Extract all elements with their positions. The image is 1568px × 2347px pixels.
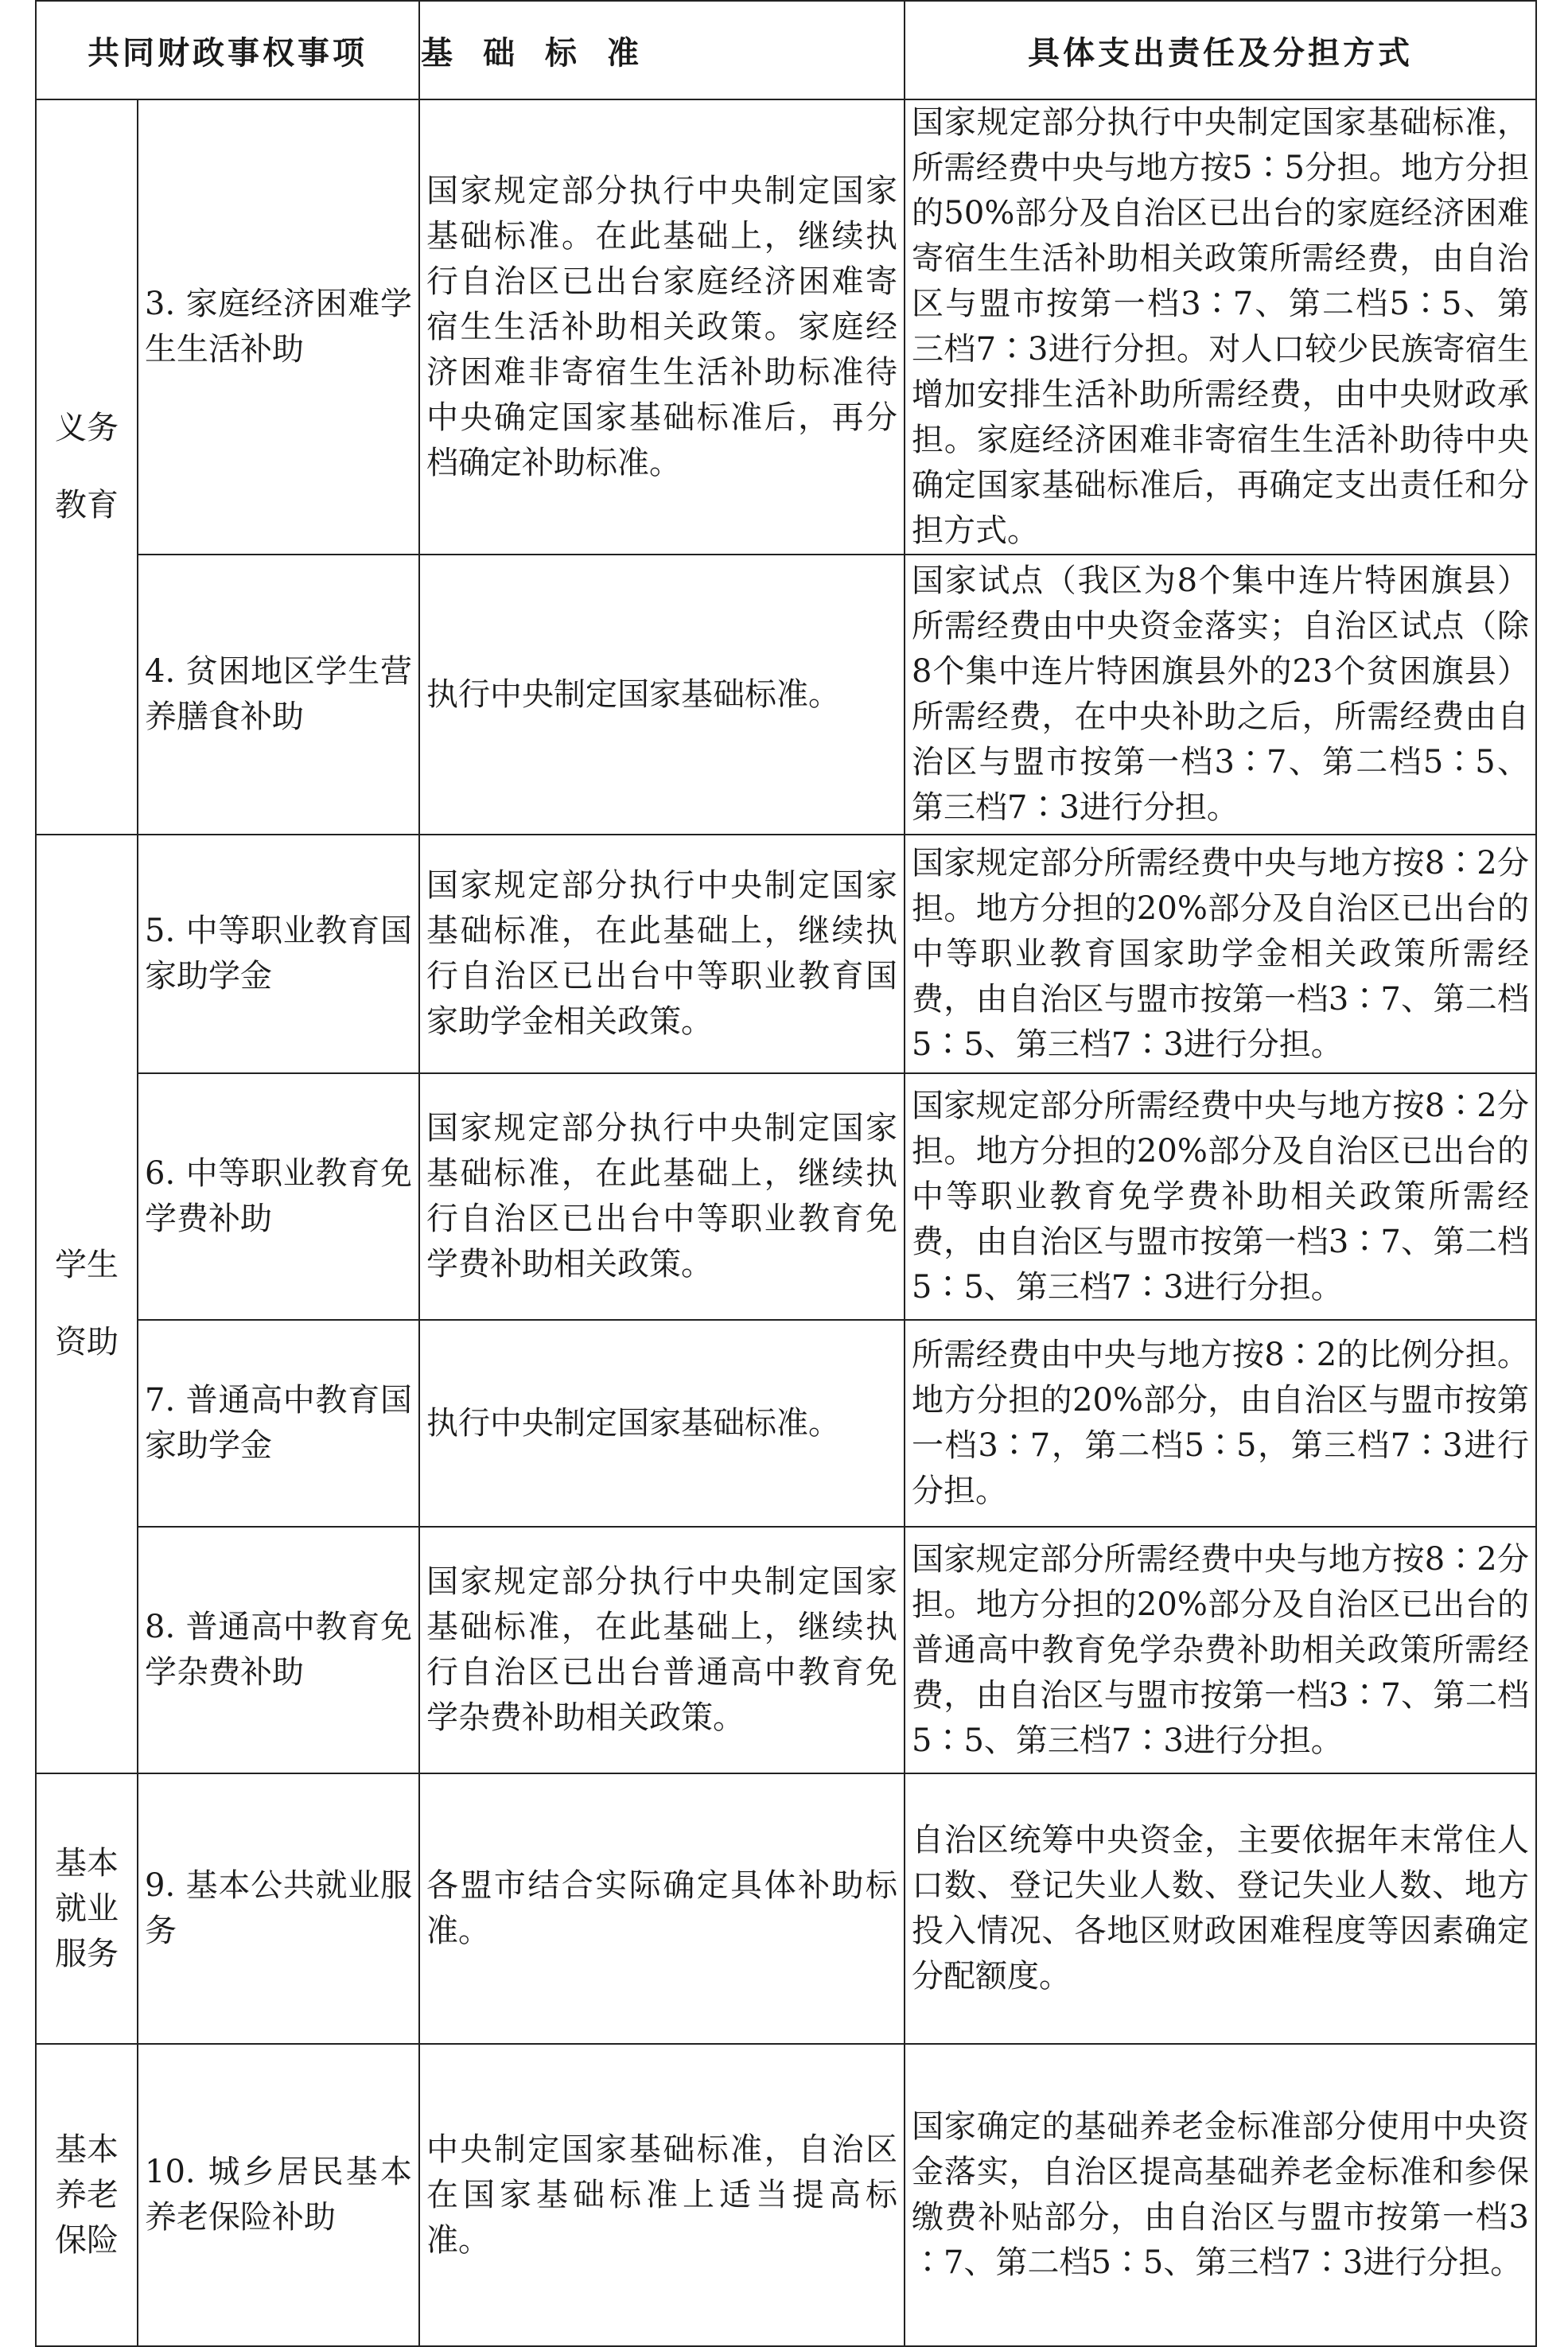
category-line: 保险: [55, 2221, 119, 2259]
category-line: 基本: [55, 2131, 119, 2168]
item-cell: 8. 普通高中教育免学杂费补助: [138, 1527, 419, 1773]
category-line: 就业: [55, 1890, 119, 1927]
table-row: [36, 1527, 1536, 1773]
responsibility-cell: 自治区统筹中央资金，主要依据年末常住人口数、登记失业人数、登记失业人数、地方投入情况、各地区财政困难程度等因素确定分配额度。: [905, 1773, 1536, 2044]
category-cell: [36, 835, 138, 1773]
table-row: [36, 1320, 1536, 1527]
responsibility-cell: 所需经费由中央与地方按8∶2的比例分担。地方分担的20%部分，由自治区与盟市按第一档3∶7，第二档5∶5，第三档7∶3进行分担。: [905, 1320, 1536, 1527]
category-line: 服务: [55, 1935, 119, 1972]
category-line: 养老: [55, 2176, 119, 2213]
category-cell: [36, 99, 138, 835]
category-cell: [36, 1773, 138, 2044]
table-header-row: [36, 1, 1536, 99]
table-row: [36, 99, 1536, 555]
table-row: [36, 1773, 1536, 2044]
responsibility-cell: 国家确定的基础养老金标准部分使用中央资金落实，自治区提高基础养老金标准和参保缴费补贴部分，由自治区与盟市按第一档3∶7、第二档5∶5、第三档7∶3进行分担。: [905, 2044, 1536, 2346]
standard-cell: 中央制定国家基础标准，自治区在国家基础标准上适当提高标准。: [419, 2044, 905, 2346]
standard-cell: 国家规定部分执行中央制定国家基础标准，在此基础上，继续执行自治区已出台中等职业教育国家助学金相关政策。: [419, 835, 905, 1073]
responsibility-cell: 国家规定部分所需经费中央与地方按8∶2分担。地方分担的20%部分及自治区已出台的中等职业教育免学费补助相关政策所需经费，由自治区与盟市按第一档3∶7、第二档5∶5、第三档7∶3进行分担。: [905, 1073, 1536, 1320]
responsibility-cell: 国家规定部分所需经费中央与地方按8∶2分担。地方分担的20%部分及自治区已出台的中等职业教育国家助学金相关政策所需经费，由自治区与盟市按第一档3∶7、第二档5∶5、第三档7∶3进行分担。: [905, 835, 1536, 1073]
item-cell: 6. 中等职业教育免学费补助: [138, 1073, 419, 1320]
standard-cell: 国家规定部分执行中央制定国家基础标准。在此基础上，继续执行自治区已出台家庭经济困难寄宿生生活补助相关政策。家庭经济困难非寄宿生生活补助标准待中央确定国家基础标准后，再分档确定补助标准。: [419, 99, 905, 555]
standard-cell: 执行中央制定国家基础标准。: [419, 1320, 905, 1527]
responsibility-cell: 国家规定部分执行中央制定国家基础标准，所需经费中央与地方按5∶5分担。地方分担的50%部分及自治区已出台的家庭经济困难寄宿生生活补助相关政策所需经费，由自治区与盟市按第一档3∶7、第二档5∶5、第三档7∶3进行分担。对人口较少民族寄宿生增加安排生活补助所需经费，由中央财政承担。家庭经济困难非寄宿生生活补助待中央确定国家基础标准后，再确定支出责任和分担方式。: [905, 99, 1536, 555]
category-line: 学生: [55, 1247, 119, 1283]
item-cell: 9. 基本公共就业服务: [138, 1773, 419, 2044]
item-cell: 7. 普通高中教育国家助学金: [138, 1320, 419, 1527]
item-cell: 4. 贫困地区学生营养膳食补助: [138, 555, 419, 835]
category-line: 教育: [55, 487, 119, 524]
standard-cell: 各盟市结合实际确定具体补助标准。: [419, 1773, 905, 2044]
fiscal-responsibility-table: [35, 0, 1537, 2347]
item-cell: 3. 家庭经济困难学生生活补助: [138, 99, 419, 555]
header-standard: 基础标准: [419, 1, 905, 99]
item-cell: 10. 城乡居民基本养老保险补助: [138, 2044, 419, 2346]
table-row: [36, 835, 1536, 1073]
header-matter: 共同财政事权事项: [36, 1, 419, 99]
table-row: [36, 1073, 1536, 1320]
table-row: [36, 2044, 1536, 2346]
item-cell: 5. 中等职业教育国家助学金: [138, 835, 419, 1073]
category-cell: [36, 2044, 138, 2346]
header-responsibility: 具体支出责任及分担方式: [905, 1, 1536, 99]
table-row: [36, 555, 1536, 835]
responsibility-cell: 国家规定部分所需经费中央与地方按8∶2分担。地方分担的20%部分及自治区已出台的普通高中教育免学杂费补助相关政策所需经费，由自治区与盟市按第一档3∶7、第二档5∶5、第三档7∶3进行分担。: [905, 1527, 1536, 1773]
category-line: 资助: [55, 1324, 119, 1360]
document-page: [35, 0, 1535, 2337]
standard-cell: 执行中央制定国家基础标准。: [419, 555, 905, 835]
category-line: 基本: [55, 1844, 119, 1882]
standard-cell: 国家规定部分执行中央制定国家基础标准，在此基础上，继续执行自治区已出台普通高中教育免学杂费补助相关政策。: [419, 1527, 905, 1773]
responsibility-cell: 国家试点（我区为8个集中连片特困旗县）所需经费由中央资金落实；自治区试点（除8个集中连片特困旗县外的23个贫困旗县）所需经费，在中央补助之后，所需经费由自治区与盟市按第一档3∶7、第二档5∶5、第三档7∶3进行分担。: [905, 555, 1536, 835]
standard-cell: 国家规定部分执行中央制定国家基础标准，在此基础上，继续执行自治区已出台中等职业教育免学费补助相关政策。: [419, 1073, 905, 1320]
category-line: 义务: [55, 410, 119, 446]
